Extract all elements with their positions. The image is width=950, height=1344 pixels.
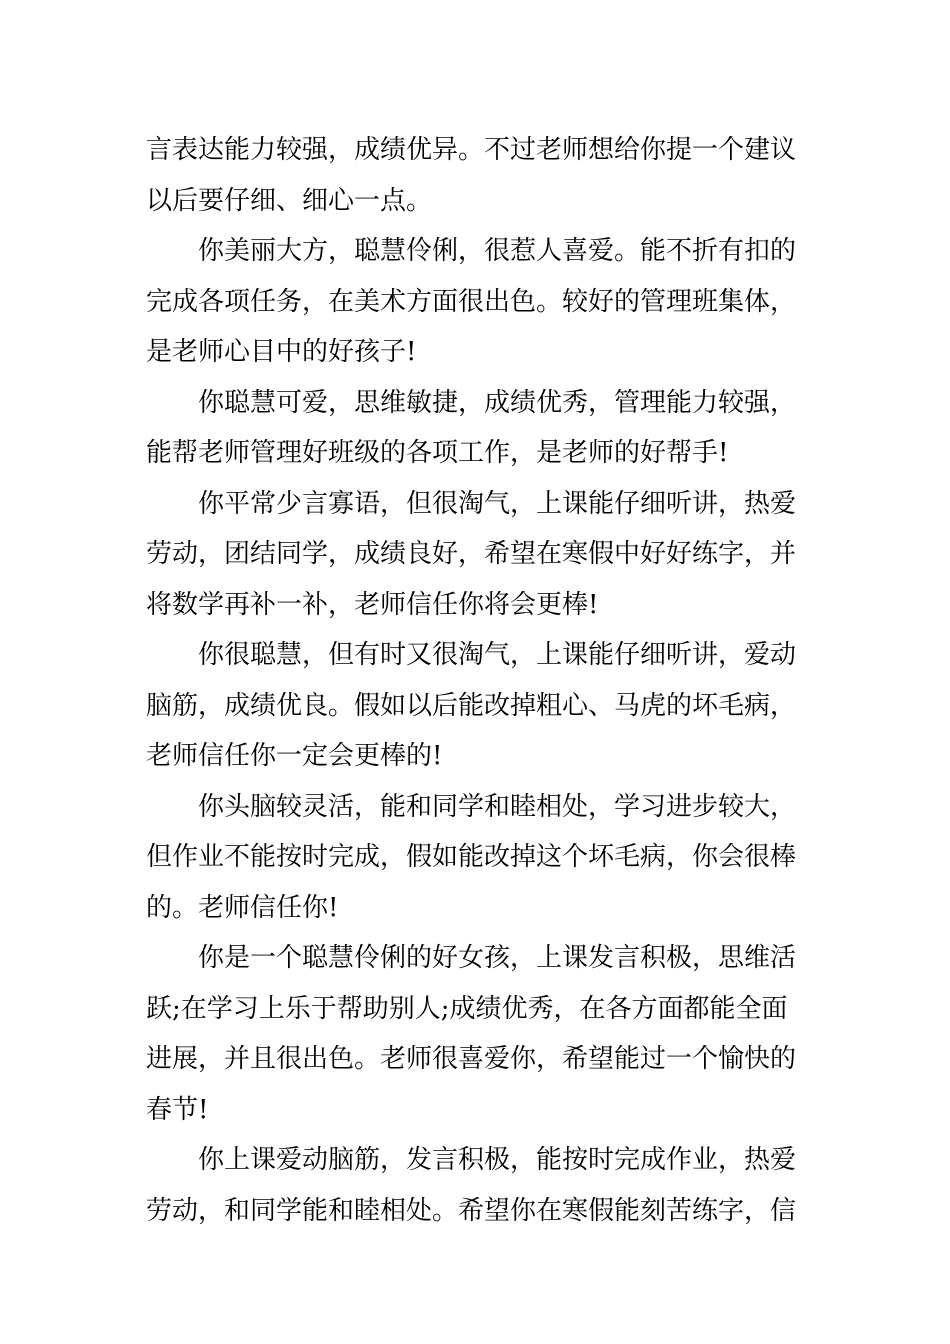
text-line: 但作业不能按时完成，假如能改掉这个坏毛病，你会很棒 (146, 842, 797, 872)
text-line: 言表达能力较强，成绩优异。不过老师想给你提一个建议 (146, 135, 797, 165)
text-line: 能帮老师管理好班级的各项工作，是老师的好帮手! (146, 438, 729, 468)
text-line: 春节! (146, 1094, 209, 1125)
paragraph-first-line: 你美丽大方，聪慧伶俐，很惹人喜爱。能不折有扣的 (198, 236, 797, 266)
text-line: 老师信任你一定会更棒的! (146, 741, 443, 771)
text-line: 完成各项任务，在美术方面很出色。较好的管理班集体， (146, 286, 797, 317)
text-line: 劳动，团结同学，成绩良好，希望在寒假中好好练字，并 (146, 539, 797, 569)
text-line: 跃;在学习上乐于帮助别人;成绩优秀，在各方面都能全面 (146, 993, 788, 1024)
paragraph-first-line: 你是一个聪慧伶俐的好女孩，上课发言积极，思维活 (198, 943, 797, 973)
text-line: 将数学再补一补，老师信任你将会更棒! (146, 589, 599, 620)
paragraph-first-line: 你很聪慧，但有时又很淘气，上课能仔细听讲，爱动 (198, 640, 797, 670)
text-line: 脑筋，成绩优良。假如以后能改掉粗心、马虎的坏毛病， (146, 690, 797, 721)
text-line: 的。老师信任你! (146, 892, 339, 923)
paragraph-first-line: 你平常少言寡语，但很淘气，上课能仔细听讲，热爱 (198, 488, 797, 519)
text-line: 进展，并且很出色。老师很喜爱你，希望能过一个愉快的 (146, 1044, 797, 1074)
text-line: 以后要仔细、细心一点。 (146, 185, 433, 216)
paragraph-first-line: 你头脑较灵活，能和同学和睦相处，学习进步较大， (198, 791, 797, 822)
text-line: 劳动，和同学能和睦相处。希望你在寒假能刻苦练字，信 (146, 1195, 797, 1226)
paragraph-first-line: 你上课爱动脑筋，发言积极，能按时完成作业，热爱 (198, 1145, 797, 1175)
text-line: 是老师心目中的好孩子! (146, 337, 417, 367)
document-body (146, 125, 810, 1236)
paragraph-first-line: 你聪慧可爱，思维敏捷，成绩优秀，管理能力较强， (198, 387, 797, 418)
